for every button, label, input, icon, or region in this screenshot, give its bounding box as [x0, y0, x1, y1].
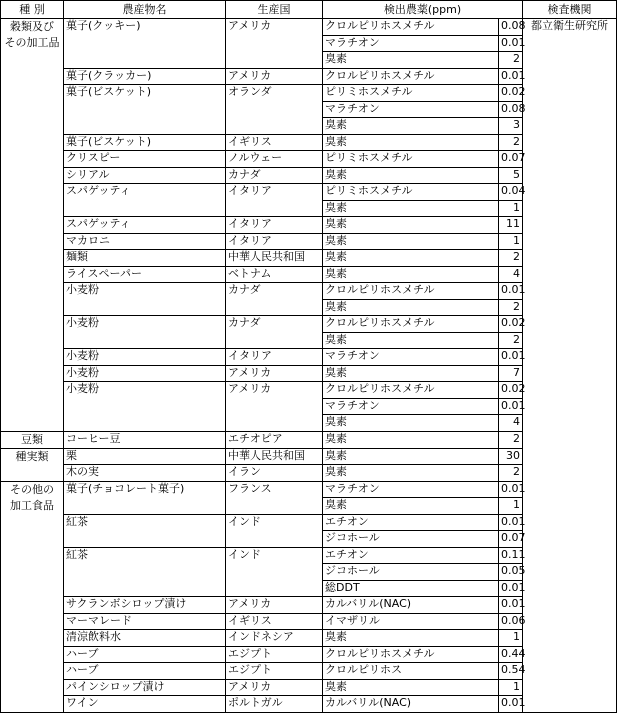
pesticide-value: 0.05 — [499, 564, 523, 581]
product-name: 清涼飲料水 — [64, 630, 226, 647]
category-label: 種実類 — [15, 449, 49, 463]
producing-country: オランダ — [226, 85, 323, 135]
pesticide-name: カルバリル(NAC) — [323, 597, 499, 614]
pesticide-value: 0.54 — [499, 663, 523, 680]
product-name: 小麦粉 — [64, 365, 226, 382]
pesticide-name: 臭素 — [323, 465, 499, 482]
pesticide-value: 0.01 — [499, 580, 523, 597]
producing-country: フランス — [226, 481, 323, 514]
product-name: 菓子(ビスケット) — [64, 134, 226, 151]
pesticide-value: 0.01 — [499, 597, 523, 614]
producing-country: インド — [226, 514, 323, 547]
producing-country: イタリア — [226, 233, 323, 250]
pesticide-name: 臭素 — [323, 134, 499, 151]
producing-country: カナダ — [226, 316, 323, 349]
producing-country: イタリア — [226, 349, 323, 366]
header-country: 生産国 — [226, 1, 323, 19]
pesticide-value: 4 — [499, 266, 523, 283]
pesticide-name: 臭素 — [323, 217, 499, 234]
pesticide-name: ピリミホスメチル — [323, 184, 499, 201]
pesticide-value: 1 — [499, 498, 523, 515]
producing-country: 中華人民共和国 — [226, 448, 323, 465]
table-row — [1, 646, 617, 663]
producing-country: イタリア — [226, 184, 323, 217]
pesticide-value: 0.07 — [499, 151, 523, 168]
product-name: 菓子(チョコレート菓子) — [64, 481, 226, 514]
pesticide-name: 臭素 — [323, 498, 499, 515]
product-name: 栗 — [64, 448, 226, 465]
producing-country: アメリカ — [226, 597, 323, 614]
product-name: サクランボシロップ漬け — [64, 597, 226, 614]
table-row — [1, 613, 617, 630]
pesticide-value: 0.44 — [499, 646, 523, 663]
pesticide-value: 0.08 — [499, 101, 523, 118]
pesticide-name: 総DDT — [323, 580, 499, 597]
table-row — [1, 283, 617, 300]
pesticide-name: 臭素 — [323, 233, 499, 250]
category-label: その他の — [10, 482, 54, 496]
pesticide-name: ジコホール — [323, 531, 499, 548]
pesticide-name: クロルピリホスメチル — [323, 382, 499, 399]
pesticide-value: 0.01 — [499, 481, 523, 498]
pesticide-value: 0.01 — [499, 696, 523, 713]
pesticide-name: クロルピリホスメチル — [323, 646, 499, 663]
category-label: 豆類 — [21, 432, 43, 446]
category-label: 加工食品 — [10, 498, 54, 512]
pesticide-name: 臭素 — [323, 431, 499, 448]
pesticide-name: 臭素 — [323, 448, 499, 465]
producing-country: ベトナム — [226, 266, 323, 283]
producing-country: カナダ — [226, 167, 323, 184]
pesticide-name: クロルピリホスメチル — [323, 19, 499, 36]
header-pesticide: 検出農薬(ppm) — [323, 1, 523, 19]
pesticide-name: クロルピリホスメチル — [323, 68, 499, 85]
pesticide-name: ピリミホスメチル — [323, 85, 499, 102]
pesticide-value: 2 — [499, 299, 523, 316]
product-name: ハーブ — [64, 646, 226, 663]
producing-country: 中華人民共和国 — [226, 250, 323, 267]
pesticide-value: 0.01 — [499, 35, 523, 52]
pesticide-name: エチオン — [323, 514, 499, 531]
header-category: 種 別 — [1, 1, 64, 19]
product-name: マーマレード — [64, 613, 226, 630]
pesticide-value: 30 — [499, 448, 523, 465]
pesticide-value: 0.02 — [499, 85, 523, 102]
table-row — [1, 349, 617, 366]
pesticide-value: 7 — [499, 365, 523, 382]
table-row — [1, 481, 617, 498]
table-header-row — [1, 1, 617, 19]
pesticide-value: 0.02 — [499, 316, 523, 333]
product-name: 麺類 — [64, 250, 226, 267]
product-name: 小麦粉 — [64, 349, 226, 366]
table-row — [1, 514, 617, 531]
pesticide-name: マラチオン — [323, 35, 499, 52]
pesticide-name: 臭素 — [323, 266, 499, 283]
pesticide-value: 4 — [499, 415, 523, 432]
pesticide-value: 2 — [499, 332, 523, 349]
product-name: 木の実 — [64, 465, 226, 482]
table-row — [1, 663, 617, 680]
product-name: 紅茶 — [64, 514, 226, 547]
pesticide-value: 2 — [499, 52, 523, 69]
pesticide-name: マラチオン — [323, 398, 499, 415]
producing-country: カナダ — [226, 283, 323, 316]
pesticide-name: 臭素 — [323, 167, 499, 184]
pesticide-name: 臭素 — [323, 365, 499, 382]
producing-country: ノルウェー — [226, 151, 323, 168]
category-cell — [1, 431, 64, 448]
producing-country: インドネシア — [226, 630, 323, 647]
table-row — [1, 547, 617, 564]
table-row — [1, 19, 617, 36]
product-name: ライスペーパー — [64, 266, 226, 283]
pesticide-value: 0.01 — [499, 349, 523, 366]
product-name: 小麦粉 — [64, 283, 226, 316]
product-name: 紅茶 — [64, 547, 226, 597]
product-name: コーヒー豆 — [64, 431, 226, 448]
pesticide-name: 臭素 — [323, 250, 499, 267]
pesticide-value: 2 — [499, 134, 523, 151]
pesticide-name: クロルピリホス — [323, 663, 499, 680]
header-product: 農産物名 — [64, 1, 226, 19]
table-row — [1, 316, 617, 333]
pesticide-name: 臭素 — [323, 415, 499, 432]
table-row — [1, 85, 617, 102]
producing-country: イギリス — [226, 613, 323, 630]
producing-country: ポルトガル — [226, 696, 323, 713]
pesticide-value: 2 — [499, 431, 523, 448]
pesticide-name: イマザリル — [323, 613, 499, 630]
pesticide-value: 2 — [499, 250, 523, 267]
product-name: スパゲッティ — [64, 217, 226, 234]
pesticide-value: 1 — [499, 679, 523, 696]
pesticide-value: 3 — [499, 118, 523, 135]
product-name: ワイン — [64, 696, 226, 713]
table-body — [1, 19, 617, 713]
table-row — [1, 696, 617, 713]
lab-name: 都立衛生研究所 — [523, 19, 617, 713]
table-row — [1, 597, 617, 614]
pesticide-name: マラチオン — [323, 481, 499, 498]
pesticide-name: クロルピリホスメチル — [323, 283, 499, 300]
producing-country: イギリス — [226, 134, 323, 151]
pesticide-value: 1 — [499, 233, 523, 250]
producing-country: イタリア — [226, 217, 323, 234]
product-name: 菓子(クラッカー) — [64, 68, 226, 85]
pesticide-name: マラチオン — [323, 101, 499, 118]
category-label: 穀類及び — [10, 20, 54, 33]
pesticide-value: 0.01 — [499, 398, 523, 415]
producing-country: アメリカ — [226, 365, 323, 382]
pesticide-value: 11 — [499, 217, 523, 234]
table-row — [1, 382, 617, 399]
product-name: パインシロップ漬け — [64, 679, 226, 696]
pesticide-value: 5 — [499, 167, 523, 184]
product-name: 菓子(ビスケット) — [64, 85, 226, 135]
pesticide-name: エチオン — [323, 547, 499, 564]
pesticide-name: 臭素 — [323, 118, 499, 135]
producing-country: イラン — [226, 465, 323, 482]
pesticide-value: 0.06 — [499, 613, 523, 630]
pesticide-name: 臭素 — [323, 299, 499, 316]
product-name: 菓子(クッキー) — [64, 19, 226, 69]
pesticide-name: マラチオン — [323, 349, 499, 366]
product-name: 小麦粉 — [64, 316, 226, 349]
category-cell — [1, 481, 64, 712]
pesticide-name: クロルピリホスメチル — [323, 316, 499, 333]
pesticide-name: 臭素 — [323, 52, 499, 69]
pesticide-name: カルバリル(NAC) — [323, 696, 499, 713]
pesticide-value: 0.01 — [499, 283, 523, 300]
product-name: マカロニ — [64, 233, 226, 250]
pesticide-name: ジコホール — [323, 564, 499, 581]
pesticide-name: 臭素 — [323, 332, 499, 349]
pesticide-name: 臭素 — [323, 200, 499, 217]
table-row — [1, 184, 617, 201]
header-lab: 検査機関 — [523, 1, 617, 19]
producing-country: アメリカ — [226, 68, 323, 85]
producing-country: エジプト — [226, 663, 323, 680]
product-name: ハーブ — [64, 663, 226, 680]
producing-country: アメリカ — [226, 382, 323, 432]
producing-country: インド — [226, 547, 323, 597]
pesticide-value: 0.04 — [499, 184, 523, 201]
pesticide-value: 1 — [499, 200, 523, 217]
pesticide-value: 0.02 — [499, 382, 523, 399]
product-name: シリアル — [64, 167, 226, 184]
table-row — [1, 68, 617, 85]
pesticide-value: 0.08 — [499, 19, 523, 36]
pesticide-value: 1 — [499, 630, 523, 647]
producing-country: エチオピア — [226, 431, 323, 448]
pesticide-value: 0.11 — [499, 547, 523, 564]
pesticide-value: 0.01 — [499, 68, 523, 85]
pesticide-value: 2 — [499, 465, 523, 482]
producing-country: アメリカ — [226, 19, 323, 69]
pesticide-name: 臭素 — [323, 630, 499, 647]
pesticide-value: 0.07 — [499, 531, 523, 548]
producing-country: アメリカ — [226, 679, 323, 696]
product-name: スパゲッティ — [64, 184, 226, 217]
category-label: その加工品 — [4, 36, 60, 49]
category-cell — [1, 448, 64, 481]
category-cell — [1, 19, 64, 432]
product-name: 小麦粉 — [64, 382, 226, 432]
pesticide-name: 臭素 — [323, 679, 499, 696]
pesticide-value: 0.01 — [499, 514, 523, 531]
producing-country: エジプト — [226, 646, 323, 663]
product-name: クリスピー — [64, 151, 226, 168]
pesticide-name: ピリミホスメチル — [323, 151, 499, 168]
table-row — [1, 151, 617, 168]
